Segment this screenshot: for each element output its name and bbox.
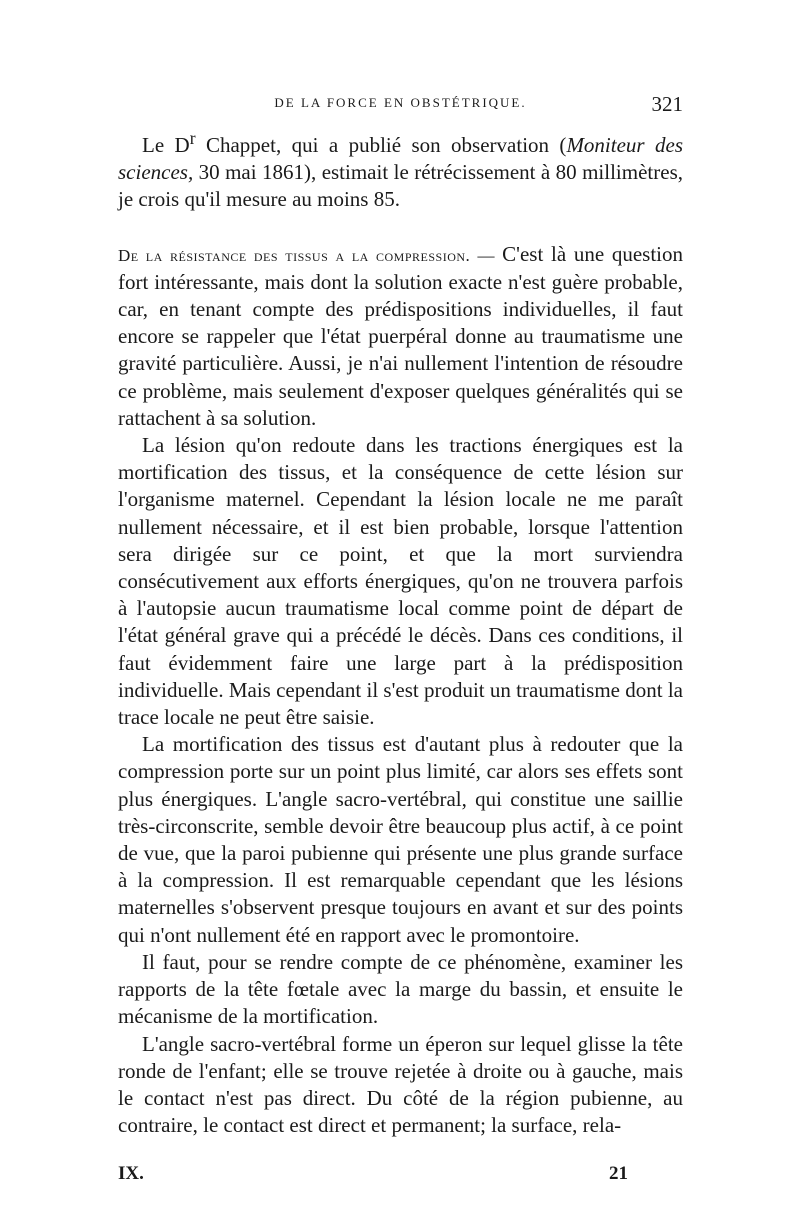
running-title: DE LA FORCE EN OBSTÉTRIQUE.: [274, 95, 527, 110]
body-text: [118, 125, 683, 1139]
paragraph-text: 30 mai 1861), estimait le rétrécissement à 80 millimètres, je crois qu'il mesure au moins 85.: [118, 160, 683, 212]
paragraph-text: Le D: [142, 133, 190, 157]
superscript: r: [189, 128, 196, 148]
section-heading: De la résistance des tissus a la compression. —: [118, 245, 503, 265]
page-header: [118, 92, 683, 123]
paragraph-chappet: [118, 125, 683, 214]
paragraph-lesion: La lésion qu'on redoute dans les tractions énergiques est la mortification des tissus, et la conséquence de cette lésion sur l'organisme maternel. Cependant la lésion locale ne me paraît nullement nécessaire, et il est bien probable, lorsque l'attention sera dirigée sur ce point, et que la mort surviendra consécutivement aux efforts énergiques, qu'on ne trouvera parfois à l'autopsie aucun traumatisme local comme point de départ de l'état général grave qui a précédé le décès. Dans ces conditions, il faut évidemment faire une large part à la prédisposition individuelle. Mais cependant il s'est produit un traumatisme dont la trace locale ne peut être saisie.: [118, 433, 683, 730]
signature-mark: IX.: [118, 1163, 144, 1184]
journal-title: Moniteur des sciences,: [118, 133, 683, 185]
paragraph-text: C'est là une question fort intéressante, mais dont la solution exacte n'est guère probable, car, en tenant compte des prédispositions individuelles, il faut encore se rappeler que l'état puerpéral donne au traumatisme une gravité particulière. Aussi, je n'ai nullement l'intention de résoudre ce problème, mais seulement d'exposer quelques généralités qui se rattachent à sa solution.: [118, 241, 684, 430]
page-footer: [118, 1163, 683, 1189]
folio-number: 21: [609, 1163, 628, 1184]
paragraph-resistance: [118, 241, 683, 432]
paragraph-phenomene: Il faut, pour se rendre compte de ce phénomène, examiner les rapports de la tête fœtale avec la marge du bassin, et ensuite le mécanisme de la mortification.: [118, 949, 683, 1029]
paragraph-angle: L'angle sacro-vertébral forme un éperon sur lequel glisse la tête ronde de l'enfant; elle se trouve rejetée à droite ou à gauche, mais le contact n'est pas direct. Du côté de la région pubienne, au contraire, le contact est direct et permanent; la surface, rela-: [118, 1031, 683, 1138]
paragraph-text: Chappet, qui a publié son observation (: [195, 133, 567, 157]
paragraph-mortification: La mortification des tissus est d'autant plus à redouter que la compression porte sur un point plus limité, car alors ses effets sont plus énergiques. L'angle sacro-vertébral, qui constitue une saillie très-circonscrite, semble devoir être beaucoup plus actif, à ce point de vue, que la paroi pubienne qui présente une plus grande surface à la compression. Il est remarquable cependant que les lésions maternelles s'observent presque toujours en avant et sur des points qui n'ont nullement été en rapport avec le promontoire.: [118, 732, 683, 947]
page-number: 321: [651, 92, 683, 116]
